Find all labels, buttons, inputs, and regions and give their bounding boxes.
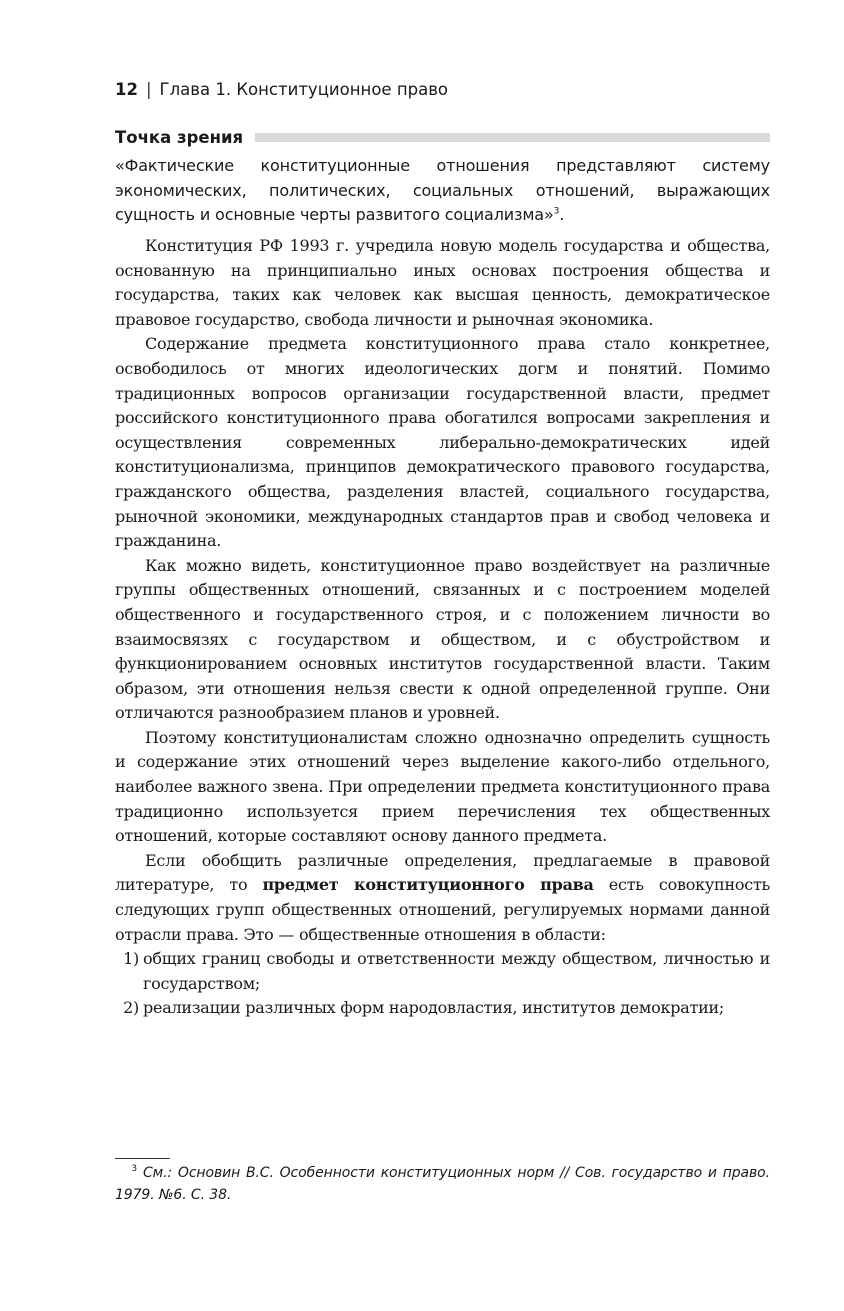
list-text: общих границ свободы и ответственности между обществом, личностью и государством; bbox=[143, 949, 770, 993]
viewpoint-heading bbox=[115, 124, 770, 150]
paragraph: Как можно видеть, конституционное право воздействует на различные группы общественных отношений, связанных и с построением моделей общественного и государственного строя, и с положением личности во взаимосвязях с государством и обществом, и с обустройством и функционированием основных институтов государственной власти. Таким образом, эти отношения нельзя свести к одной определенной группе. Они отличаются разнообразием планов и уровней. bbox=[115, 555, 770, 723]
header-separator: | bbox=[145, 80, 152, 99]
definition-term: предмет конституционного права bbox=[262, 875, 594, 895]
list-number: 2) bbox=[123, 998, 139, 1018]
definition-rest: есть совокупность следующих групп общественных отношений, регулируемых нормами данной отрасли права. Это — общественные отношения в области: bbox=[115, 875, 771, 944]
footnote-text: См.: Основин В.С. Особенности конституционных норм // Сов. государство и право. 1979. №6. С. 38. bbox=[115, 1165, 770, 1203]
viewpoint-title: Точка зрения bbox=[115, 127, 244, 147]
main-text bbox=[115, 234, 770, 1021]
viewpoint-quote bbox=[115, 154, 770, 228]
list-item bbox=[115, 947, 770, 996]
list-number: 1) bbox=[123, 949, 139, 969]
viewpoint-rule bbox=[255, 133, 770, 142]
paragraph: Содержание предмета конституционного права стало конкретнее, освободилось от многих идеологических догм и понятий. Помимо традиционных вопросов организации государственной власти, предмет российского конституционного права обогатился вопросами закрепления и осуществления современных либерально-демократических идей конституционализма, принципов демократического правового государства, гражданского общества, разделения властей, социального государства, рыночной экономики, международных стандартов прав и свобод человека и гражданина. bbox=[115, 334, 770, 551]
chapter-title: Глава 1. Конституционное право bbox=[159, 80, 449, 99]
relations-list bbox=[115, 947, 770, 1021]
footnote-divider bbox=[115, 1158, 170, 1159]
viewpoint-quote-end: . bbox=[559, 205, 565, 224]
list-text: реализации различных форм народовластия, институтов демократии; bbox=[143, 998, 725, 1018]
list-item bbox=[115, 996, 770, 1021]
definition-lead: Если обобщить различные определения, предлагаемые в правовой литературе, то bbox=[115, 850, 770, 895]
footnote: 3 См.: Основин В.С. Особенности конституционных норм // Сов. государство и право. 1979. №6. С. 38. bbox=[115, 1164, 770, 1203]
paragraph: Конституция РФ 1993 г. учредила новую модель государства и общества, основанную на принципиально иных основах построения общества и государства, таких как человек как высшая ценность, демократическое правовое государство, свобода личности и рыночная экономика. bbox=[115, 236, 770, 329]
page-number: 12 bbox=[115, 80, 138, 99]
paragraph: Поэтому конституционалистам сложно однозначно определить сущность и содержание этих отношений через выделение какого-либо отдельного, наиболее важного звена. При определении предмета конституционного права традиционно используется прием перечисления тех общественных отношений, которые составляют основу данного предмета. bbox=[115, 727, 770, 846]
viewpoint-quote-text: «Фактические конституционные отношения представляют систему экономических, политических, социальных отношений, выражающих сущность и основные черты развитого социализма» bbox=[115, 156, 770, 224]
running-header bbox=[115, 78, 770, 102]
viewpoint-box bbox=[115, 124, 770, 228]
definition-paragraph bbox=[115, 849, 770, 947]
footnote-ref[interactable]: 3 bbox=[553, 206, 560, 217]
